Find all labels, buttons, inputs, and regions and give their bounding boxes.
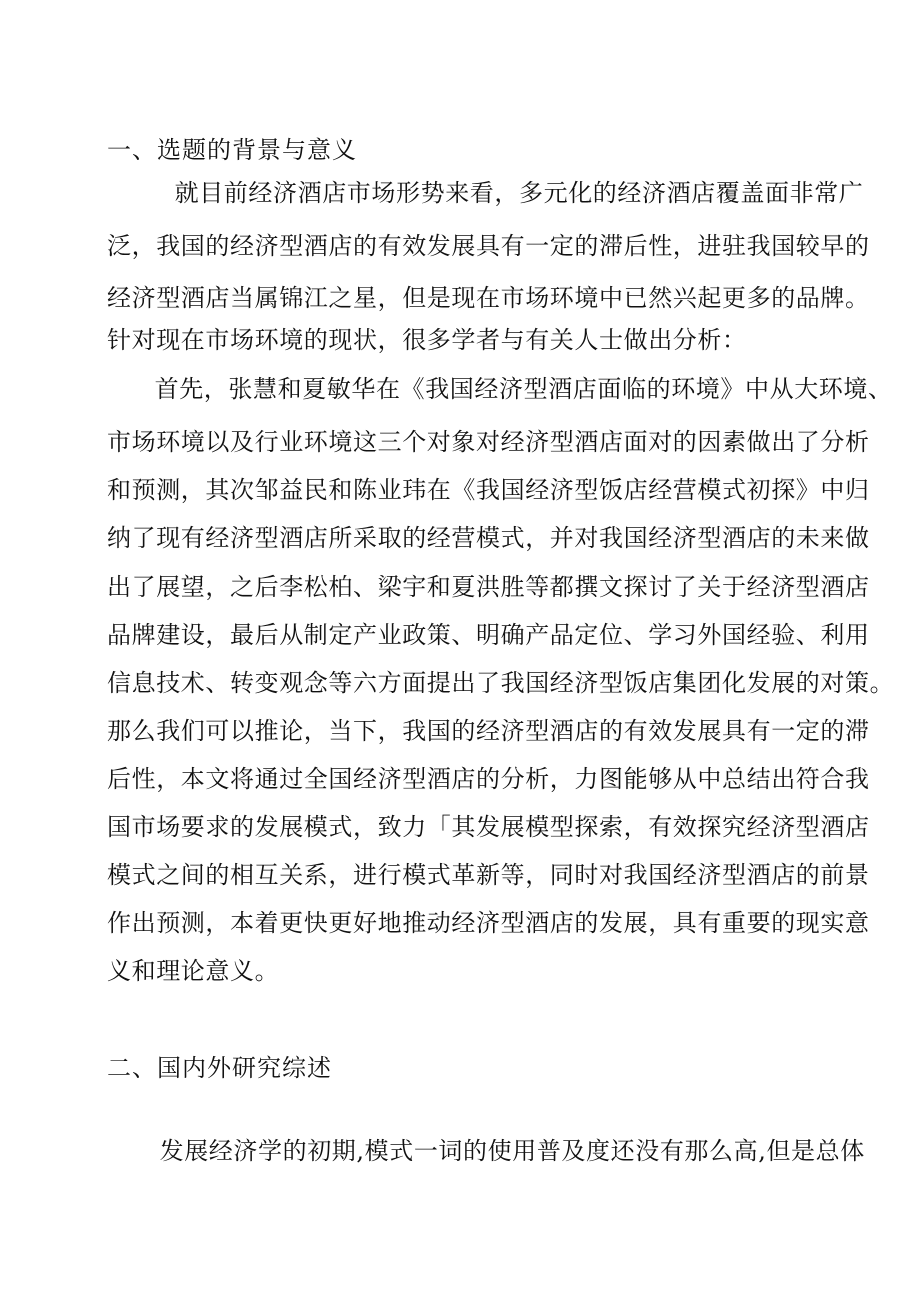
paragraph-line: 品牌建设，最后从制定产业政策、明确产品定位、学习外国经验、利用: [107, 621, 870, 649]
paragraph-line: 经济型酒店当属锦江之星，但是现在市场环境中已然兴起更多的品牌。: [107, 284, 870, 312]
paragraph-line: 信息技术、转变观念等六方面提出了我国经济型饭店集团化发展的对策。: [107, 669, 895, 697]
paragraph-line: 和预测，其次邹益民和陈业玮在《我国经济型饭店经营模式初探》中归: [107, 476, 870, 504]
section-heading-literature-review: 二、国内外研究综述: [107, 1054, 332, 1082]
paragraph-line: 针对现在市场环境的现状，很多学者与有关人士做出分析：: [107, 326, 747, 354]
paragraph-line: 义和理论意义。: [107, 957, 280, 985]
paragraph-line: 纳了现有经济型酒店所采取的经营模式，并对我国经济型酒店的未来做: [107, 524, 870, 552]
paragraph-line: 国市场要求的发展模式，致力「其发展模型探索，有效探究经济型酒店: [107, 813, 870, 841]
paragraph-line: 首先，张慧和夏敏华在《我国经济型酒店面临的环境》中从大环境、: [130, 375, 893, 403]
paragraph-line: 市场环境以及行业环境这三个对象对经济型酒店面对的因素做出了分析: [107, 428, 870, 456]
paragraph-line: 泛，我国的经济型酒店的有效发展具有一定的滞后性，进驻我国较早的: [107, 232, 870, 260]
section-heading-background: 一、选题的背景与意义: [107, 136, 357, 164]
paragraph-line: 出了展望，之后李松柏、梁宇和夏洪胜等都撰文探讨了关于经济型酒店: [107, 573, 870, 601]
paragraph-line: 模式之间的相互关系，进行模式革新等，同时对我国经济型酒店的前景: [107, 861, 870, 889]
paragraph-line: 就目前经济酒店市场形势来看，多元化的经济酒店覆盖面非常广: [150, 179, 864, 207]
paragraph-line: 发展经济学的初期,模式一词的使用普及度还没有那么高,但是总体: [135, 1137, 865, 1165]
paragraph-line: 后性，本文将通过全国经济型酒店的分析，力图能够从中总结出符合我: [107, 765, 870, 793]
paragraph-line: 那么我们可以推论，当下，我国的经济型酒店的有效发展具有一定的滞: [107, 717, 870, 745]
paragraph-line: 作出预测，本着更快更好地推动经济型酒店的发展，具有重要的现实意: [107, 909, 870, 937]
